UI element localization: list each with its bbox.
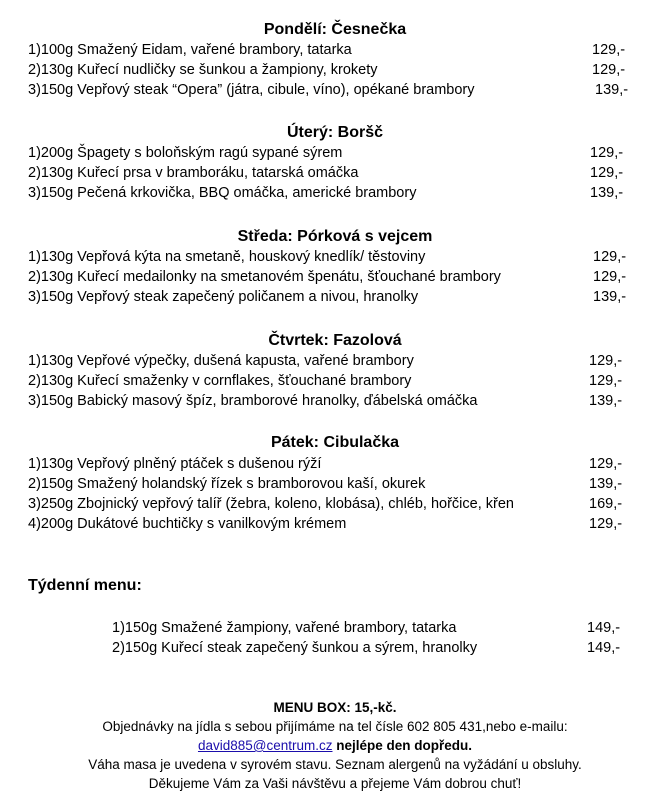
menu-item: 2)130g Kuřecí smaženky v cornflakes, šťouchané brambory bbox=[28, 373, 412, 389]
menu-item: 2)150g Smažený holandský řízek s bramborovou kaší, okurek bbox=[28, 476, 426, 492]
menu-item-price: 129,- bbox=[589, 373, 623, 389]
day-title-monday: Pondělí: Česnečka bbox=[263, 21, 407, 38]
orders-info: Objednávky na jídla s sebou přijímáme na tel čísle 602 805 431,nebo e-mailu: bbox=[102, 719, 568, 734]
menu-item-price: 129,- bbox=[589, 353, 623, 369]
weekly-menu-item-price: 149,- bbox=[587, 640, 621, 656]
contact-line bbox=[0, 738, 670, 754]
menu-item-price: 129,- bbox=[590, 165, 624, 181]
day-title-thursday: Čtvrtek: Fazolová bbox=[268, 332, 402, 349]
menu-item-price: 139,- bbox=[593, 289, 627, 305]
menu-item-price: 139,- bbox=[589, 476, 623, 492]
email-link[interactable]: david885@centrum.cz bbox=[197, 738, 333, 753]
menu-item: 1)130g Vepřový plněný ptáček s dušenou rýží bbox=[28, 456, 322, 472]
menu-item: 3)150g Babický masový špíz, bramborové hranolky, ďábelská omáčka bbox=[28, 393, 478, 409]
weekly-menu-title: Týdenní menu: bbox=[28, 577, 142, 594]
menu-item-price: 129,- bbox=[592, 62, 626, 78]
advance-note: nejlépe den dopředu. bbox=[332, 738, 473, 753]
weekly-menu-item-price: 149,- bbox=[587, 620, 621, 636]
menu-item-price: 139,- bbox=[589, 393, 623, 409]
menu-item: 3)250g Zbojnický vepřový talíř (žebra, koleno, klobása), chléb, hořčice, křen bbox=[28, 496, 514, 512]
menu-item: 2)130g Kuřecí nudličky se šunkou a žampiony, krokety bbox=[28, 62, 378, 78]
day-title-friday: Pátek: Cibulačka bbox=[270, 434, 400, 451]
day-title-wednesday: Středa: Pórková s vejcem bbox=[237, 228, 433, 245]
menu-item-price: 129,- bbox=[593, 249, 627, 265]
menu-box-price: MENU BOX: 15,-kč. bbox=[273, 700, 397, 715]
menu-item-price: 139,- bbox=[590, 185, 624, 201]
menu-item: 3)150g Vepřový steak zapečený poličanem a nivou, hranolky bbox=[28, 289, 419, 305]
weekly-menu-item: 2)150g Kuřecí steak zapečený šunkou a sýrem, hranolky bbox=[112, 640, 478, 656]
menu-item-price: 129,- bbox=[593, 269, 627, 285]
menu-item: 1)100g Smažený Eidam, vařené brambory, tatarka bbox=[28, 42, 352, 58]
menu-item-price: 129,- bbox=[590, 145, 624, 161]
menu-item-price: 129,- bbox=[589, 456, 623, 472]
menu-item: 2)130g Kuřecí prsa v bramboráku, tatarská omáčka bbox=[28, 165, 359, 181]
menu-item-price: 169,- bbox=[589, 496, 623, 512]
menu-item: 4)200g Dukátové buchtičky s vanilkovým krémem bbox=[28, 516, 347, 532]
weekly-menu-item: 1)150g Smažené žampiony, vařené brambory, tatarka bbox=[112, 620, 457, 636]
thanks-note: Děkujeme Vám za Vaši návštěvu a přejeme Vám dobrou chuť! bbox=[148, 776, 522, 791]
menu-item-price: 129,- bbox=[592, 42, 626, 58]
menu-item: 3)150g Vepřový steak “Opera” (játra, cibule, víno), opékané brambory bbox=[28, 82, 475, 98]
day-title-tuesday: Úterý: Boršč bbox=[286, 124, 384, 141]
menu-item: 2)130g Kuřecí medailonky na smetanovém špenátu, šťouchané brambory bbox=[28, 269, 501, 285]
menu-item: 1)200g Špagety s boloňským ragú sypané sýrem bbox=[28, 145, 343, 161]
menu-item-price: 129,- bbox=[589, 516, 623, 532]
menu-item: 1)130g Vepřové výpečky, dušená kapusta, vařené brambory bbox=[28, 353, 414, 369]
allergens-info: Váha masa je uvedena v syrovém stavu. Seznam alergenů na vyžádání u obsluhy. bbox=[88, 757, 582, 772]
menu-item-price: 139,- bbox=[595, 82, 629, 98]
menu-item: 3)150g Pečená krkovička, BBQ omáčka, americké brambory bbox=[28, 185, 417, 201]
menu-item: 1)130g Vepřová kýta na smetaně, houskový knedlík/ těstoviny bbox=[28, 249, 426, 265]
